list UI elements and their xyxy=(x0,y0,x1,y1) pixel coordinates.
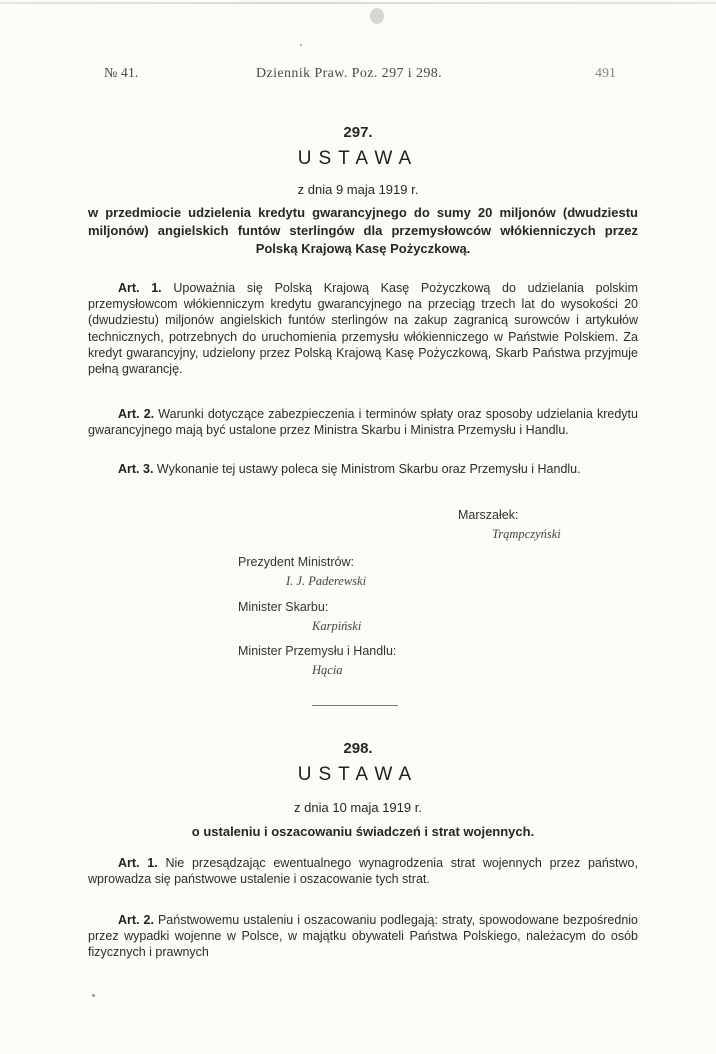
act-298-subject: o ustaleniu i oszacowaniu świadczeń i strat wojennych. xyxy=(191,824,535,839)
article-label: Art. 2. xyxy=(118,913,154,927)
journal-title: Dziennik Praw. Poz. 297 i 298. xyxy=(256,66,443,81)
article-label: Art. 2. xyxy=(118,407,155,421)
section-divider xyxy=(312,705,398,706)
act-298-title: USTAWA xyxy=(297,764,419,785)
article-label: Art. 1. xyxy=(118,856,158,870)
signature-name: Hącia xyxy=(312,663,343,677)
scan-speck xyxy=(300,44,302,46)
article-text: Warunki dotyczące zabezpieczenia i terminów spłaty oraz sposoby udzielania kredytu gwarancyjnego mają być ustalone przez Ministra Skarbu i Ministra Przemysłu i Handlu. xyxy=(88,407,638,438)
signature-name: Trąmpczyński xyxy=(492,527,561,541)
act-297-title: USTAWA xyxy=(297,148,419,169)
act-297-article-2 xyxy=(88,406,638,438)
article-text: Państwowemu ustaleniu i oszacowaniu podlegają: straty, spowodowane bezpośrednio przez wypadki wojenne w Polsce, w majątku obywateli Państwa Polskiego, należacym do osób fizycznych i prawnych xyxy=(88,913,638,960)
scan-speck xyxy=(92,994,95,997)
signature-name: Karpiński xyxy=(312,619,362,633)
page-number: 491 xyxy=(595,66,616,81)
act-298-article-1 xyxy=(88,855,638,887)
act-297-subject: w przedmiocie udzielenia kredytu gwarancyjnego do sumy 20 miljonów (dwudziestu miljonów) angielskich funtów sterlingów dla przemysłowców włókienniczych przez Polską Krajową Kasę Pożyczkową. xyxy=(88,205,638,256)
act-297-article-1 xyxy=(88,280,638,377)
act-298-position: 298. xyxy=(343,740,373,757)
signature-name: I. J. Paderewski xyxy=(286,574,367,588)
act-297-position: 297. xyxy=(343,124,373,141)
issue-number: № 41. xyxy=(104,66,139,81)
signature-role: Minister Skarbu: xyxy=(238,600,329,614)
article-label: Art. 3. xyxy=(118,462,154,476)
act-297-date: z dnia 9 maja 1919 r. xyxy=(297,182,419,197)
signature-role: Prezydent Ministrów: xyxy=(238,555,355,569)
act-297-article-3 xyxy=(88,461,638,477)
act-298-date: z dnia 10 maja 1919 r. xyxy=(294,800,422,815)
running-header xyxy=(104,66,616,86)
article-text: Nie przesądzając ewentualnego wynagrodzenia strat wojennych przez państwo, wprowadza się państwowe ustalenie i oszacowanie tych strat. xyxy=(88,856,638,887)
signature-role: Marszałek: xyxy=(458,508,519,522)
act-298-article-2 xyxy=(88,912,638,961)
page-edge xyxy=(0,2,716,4)
signature-role: Minister Przemysłu i Handlu: xyxy=(238,644,397,658)
article-text: Wykonanie tej ustawy poleca się Ministrom Skarbu oraz Przemysłu i Handlu. xyxy=(156,462,581,476)
article-text: Upoważnia się Polską Krajową Kasę Pożyczkową do udzielania polskim przemysłowcom włókienniczym kredytu gwarancyjnego na przeciąg trzech lat do wysokości 20 (dwudziestu) miljonów angielskich funtów sterlingów na zakup zagranicą surowców i artykułów technicznych, potrzebnych do uruchomienia przemysłu włókienniczego w Państwie Polskiem. Za kredyt gwarancyjny, udzielony przez Polską Krajową Kasę Pożyczkową, Skarb Państwa przyjmuje pełną gwarancję. xyxy=(88,281,638,377)
ink-blot xyxy=(370,8,384,24)
article-label: Art. 1. xyxy=(118,281,162,295)
